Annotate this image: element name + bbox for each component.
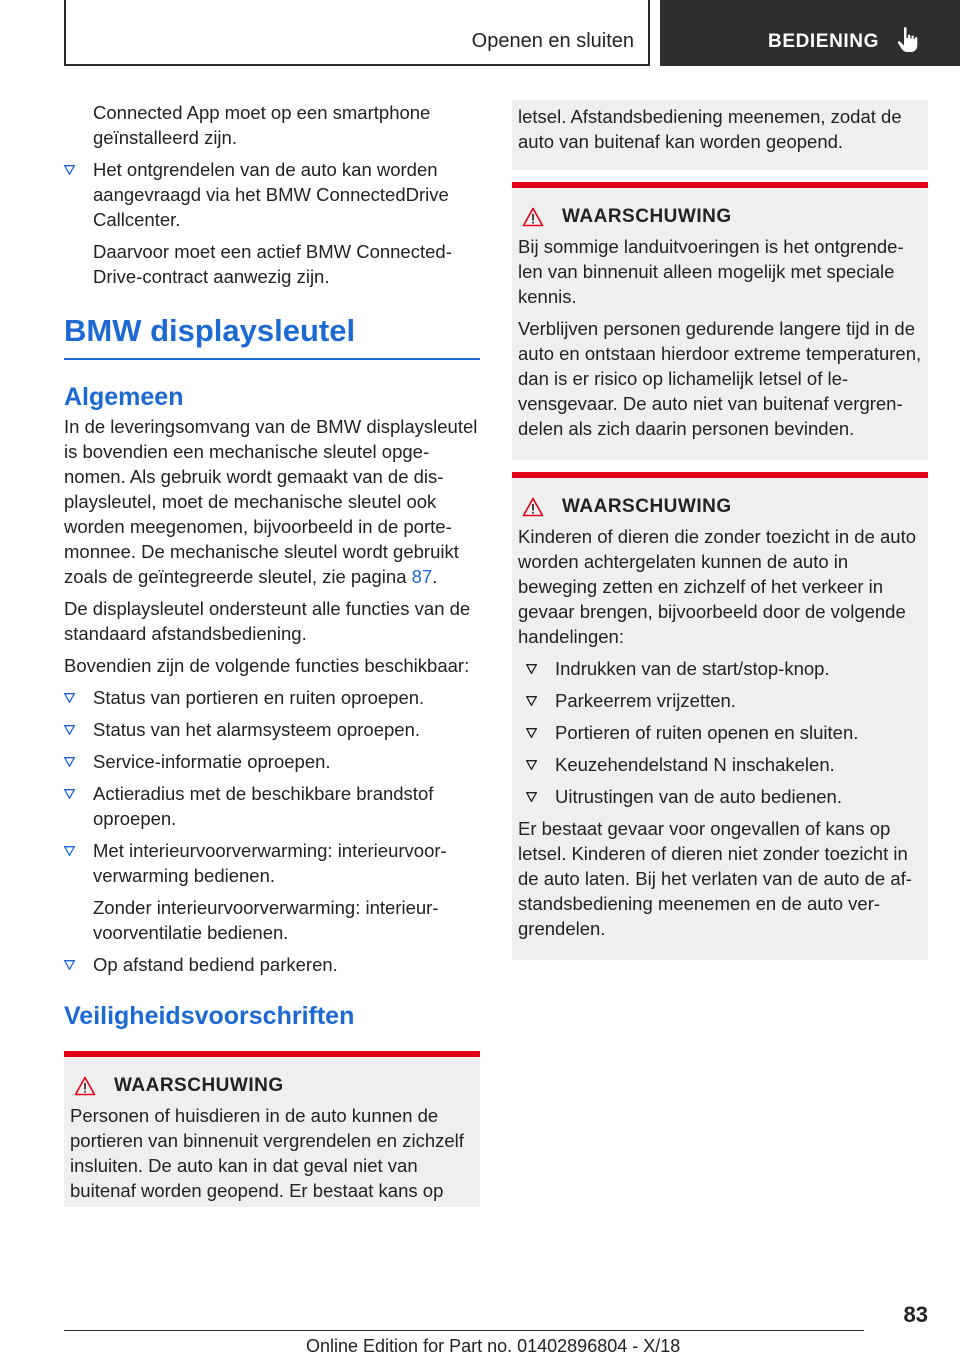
list-item-text: Status van portieren en ruiten oproepen. [93, 687, 425, 708]
header-section-tab [64, 0, 650, 66]
triangle-bullet-icon [64, 165, 75, 175]
footer-divider [64, 1330, 864, 1331]
list-item [526, 688, 922, 713]
warning-text-continued: letsel. Afstandsbediening meenemen, zodat de auto van buitenaf kan worden geopend. [518, 106, 902, 152]
triangle-bullet-icon [526, 760, 537, 770]
list-item-text: Keuzehendelstand N inschakelen. [555, 754, 835, 775]
warning-triangle-icon [522, 497, 544, 517]
continued-text: Connected App moet op een smartphone geïnstalleerd zijn. [93, 102, 431, 148]
list-item [64, 157, 480, 232]
warning-box [64, 1051, 480, 1207]
list-item [64, 952, 480, 977]
heating-note: Zonder interieurvoorverwarming: interieurvoorventilatie bedienen. [93, 897, 439, 943]
functions-list-cont [64, 952, 480, 977]
list-item [526, 784, 922, 809]
triangle-bullet-icon [64, 789, 75, 799]
list-item-text: Portieren of ruiten openen en sluiten. [555, 722, 859, 743]
page-reference-link[interactable]: 87 [411, 566, 433, 587]
warning-list [518, 656, 922, 809]
warning-text: Verblijven personen gedurende langere tijd in de auto en ontstaan hierdoor extreme temperaturen, dan is er risico op lichamelijk letsel of levensgevaar. De auto niet van buitenaf vergrendelen als zich daarin personen bevinden. [518, 318, 922, 439]
warning-title: WAARSCHUWING [562, 496, 732, 517]
list-item-text: Status van het alarmsysteem oproepen. [93, 719, 421, 740]
list-item-text: Uitrustingen van de auto bedienen. [555, 786, 842, 807]
contract-note: Daarvoor moet een actief BMW ConnectedDrive-contract aanwezig zijn. [93, 241, 452, 287]
triangle-bullet-icon [64, 757, 75, 767]
footer-edition: Online Edition for Part no. 01402896804 - X/18 [306, 1336, 681, 1356]
list-item [526, 656, 922, 681]
warning-title: WAARSCHUWING [114, 1075, 284, 1096]
warning-text: Kinderen of dieren die zonder toezicht in de auto worden achtergelaten kunnen de auto in beweging zetten en zichzelf of het verkeer in gevaar brengen, bijvoorbeeld door de volgende handelingen: [518, 526, 917, 647]
triangle-bullet-icon [526, 664, 537, 674]
triangle-bullet-icon [64, 693, 75, 703]
warning-heading [518, 496, 922, 518]
list-item [64, 685, 480, 710]
warning-triangle-icon [74, 1076, 96, 1096]
paragraph-functions: De displaysleutel ondersteunt alle functies van de standaard afstandsbediening. [64, 598, 471, 644]
page-title: BMW displaysleutel [64, 313, 480, 360]
list-item [526, 752, 922, 777]
list-item-text: Op afstand bediend parkeren. [93, 954, 338, 975]
list-item [64, 781, 480, 831]
page-number: 83 [903, 1302, 928, 1327]
warning-text: Er bestaat gevaar voor ongevallen of kans op letsel. Kinderen of dieren niet zonder toezicht in de auto laten. Bij het verlaten van de auto de afstandsbediening meenemen en de auto vergrendelen. [518, 818, 912, 939]
paragraph-intro [64, 414, 480, 589]
paragraph-intro-text: In de leveringsomvang van de BMW displaysleutel is bovendien een mechanische sleutel opgenomen. Als gebruik wordt gemaakt van de displaysleutel, moet de mechanische sleutel ook worden meegenomen, bijvoorbeeld in de portemonnee. De mechanische sleutel wordt gebruikt zoals de geïntegreerde sleutel, zie pagina [64, 416, 478, 587]
left-column [64, 100, 480, 1207]
list-item [64, 838, 480, 888]
warning-box [512, 182, 928, 460]
warning-heading [70, 1075, 474, 1097]
chapter-title: BEDIENING [768, 31, 879, 52]
warning-text: Bij sommige landuitvoeringen is het ontgrendelen van binnenuit alleen mogelijk met speciale kennis. [518, 236, 904, 307]
triangle-bullet-icon [526, 696, 537, 706]
section-title: Openen en sluiten [471, 30, 634, 52]
list-item-text: Het ontgrendelen van de auto kan worden aangevraagd via het BMW ConnectedDrive Callcenter. [93, 159, 449, 230]
paragraph-extra: Bovendien zijn de volgende functies beschikbaar: [64, 655, 470, 676]
unlock-list [64, 157, 480, 232]
list-item-text: Parkeerrem vrijzetten. [555, 690, 736, 711]
list-item [526, 720, 922, 745]
header-chapter-tab [660, 0, 960, 66]
triangle-bullet-icon [526, 728, 537, 738]
list-item-text: Indrukken van de start/stop-knop. [555, 658, 830, 679]
warning-box [512, 472, 928, 960]
list-item [64, 749, 480, 774]
paragraph-intro-end: . [432, 566, 438, 587]
triangle-bullet-icon [64, 960, 75, 970]
subheading-safety: Veiligheidsvoorschriften [64, 1002, 355, 1030]
functions-list [64, 685, 480, 888]
list-item-text: Service-informatie oproepen. [93, 751, 331, 772]
list-item-text: Met interieurvoorverwarming: interieurvoorverwarming bedienen. [93, 840, 447, 886]
warning-text: Personen of huisdieren in de auto kunnen de portieren van binnenuit vergrendelen en zichzelf insluiten. De auto kan in dat geval niet van buitenaf worden geopend. Er bestaat kans op [70, 1105, 464, 1201]
triangle-bullet-icon [526, 792, 537, 802]
list-item-text: Actieradius met de beschikbare brandstof oproepen. [93, 783, 434, 829]
warning-box-continued [512, 100, 928, 170]
triangle-bullet-icon [64, 725, 75, 735]
warning-heading [518, 206, 922, 228]
list-item [64, 717, 480, 742]
right-column [512, 100, 928, 960]
hand-pointer-icon [896, 26, 920, 54]
warning-title: WAARSCHUWING [562, 206, 732, 227]
subheading-general: Algemeen [64, 383, 184, 411]
triangle-bullet-icon [64, 846, 75, 856]
warning-triangle-icon [522, 207, 544, 227]
